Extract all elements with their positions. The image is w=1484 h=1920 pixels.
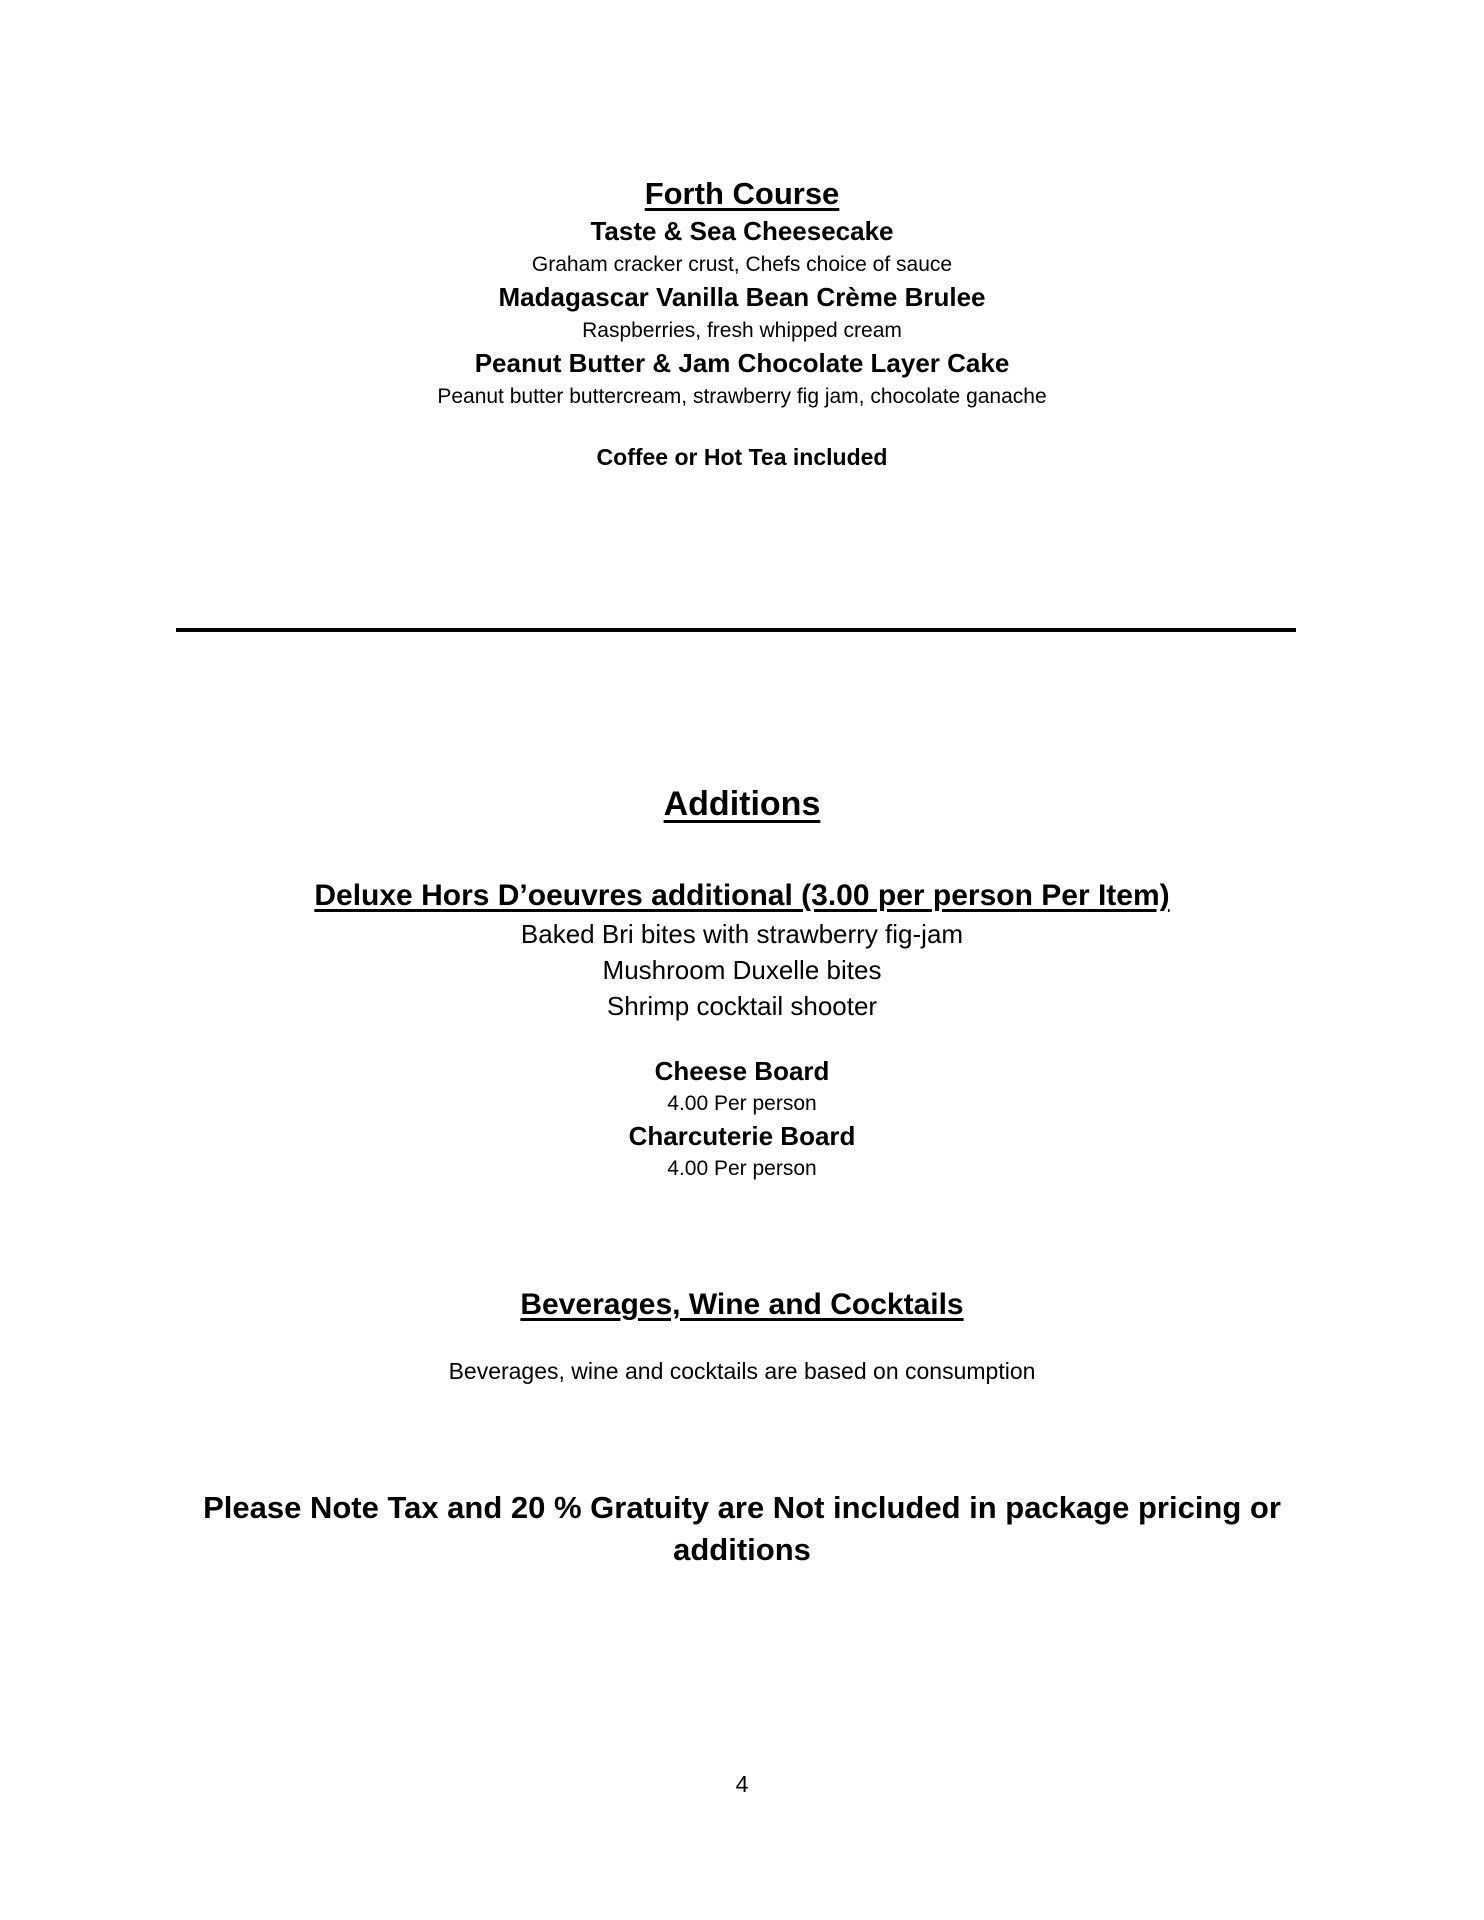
section-divider <box>176 628 1296 632</box>
dish-name: Peanut Butter & Jam Chocolate Layer Cake <box>474 348 1010 378</box>
beverages-description: Beverages, wine and cocktails are based on consumption <box>448 1358 1036 1384</box>
dish-description: Raspberries, fresh whipped cream <box>582 319 902 342</box>
coffee-tea-included: Coffee or Hot Tea included <box>596 444 888 470</box>
dish-name: Madagascar Vanilla Bean Crème Brulee <box>498 282 986 312</box>
tax-gratuity-note: Please Note Tax and 20 % Gratuity are Not included in package pricing or additions <box>203 1490 1281 1567</box>
hors-doeuvre-item: Shrimp cocktail shooter <box>606 991 878 1021</box>
dish-name: Taste & Sea Cheesecake <box>590 216 894 246</box>
beverages-title: Beverages, Wine and Cocktails <box>520 1288 964 1321</box>
fourth-course-title: Forth Course <box>644 176 840 211</box>
dish-description: Peanut butter buttercream, strawberry fig jam, chocolate ganache <box>437 385 1047 408</box>
cheese-board-price: 4.00 Per person <box>667 1092 817 1115</box>
page-number: 4 <box>735 1771 749 1797</box>
cheese-board-name: Cheese Board <box>654 1056 830 1086</box>
hors-doeuvres-title: Deluxe Hors D’oeuvres additional (3.00 per person Per Item) <box>314 879 1170 912</box>
hors-doeuvre-item: Baked Bri bites with strawberry fig-jam <box>520 919 964 949</box>
charcuterie-board-name: Charcuterie Board <box>628 1121 856 1151</box>
charcuterie-board-price: 4.00 Per person <box>667 1157 817 1180</box>
additions-title: Additions <box>663 785 821 823</box>
hors-doeuvre-item: Mushroom Duxelle bites <box>602 955 882 985</box>
dish-description: Graham cracker crust, Chefs choice of sauce <box>531 253 953 276</box>
